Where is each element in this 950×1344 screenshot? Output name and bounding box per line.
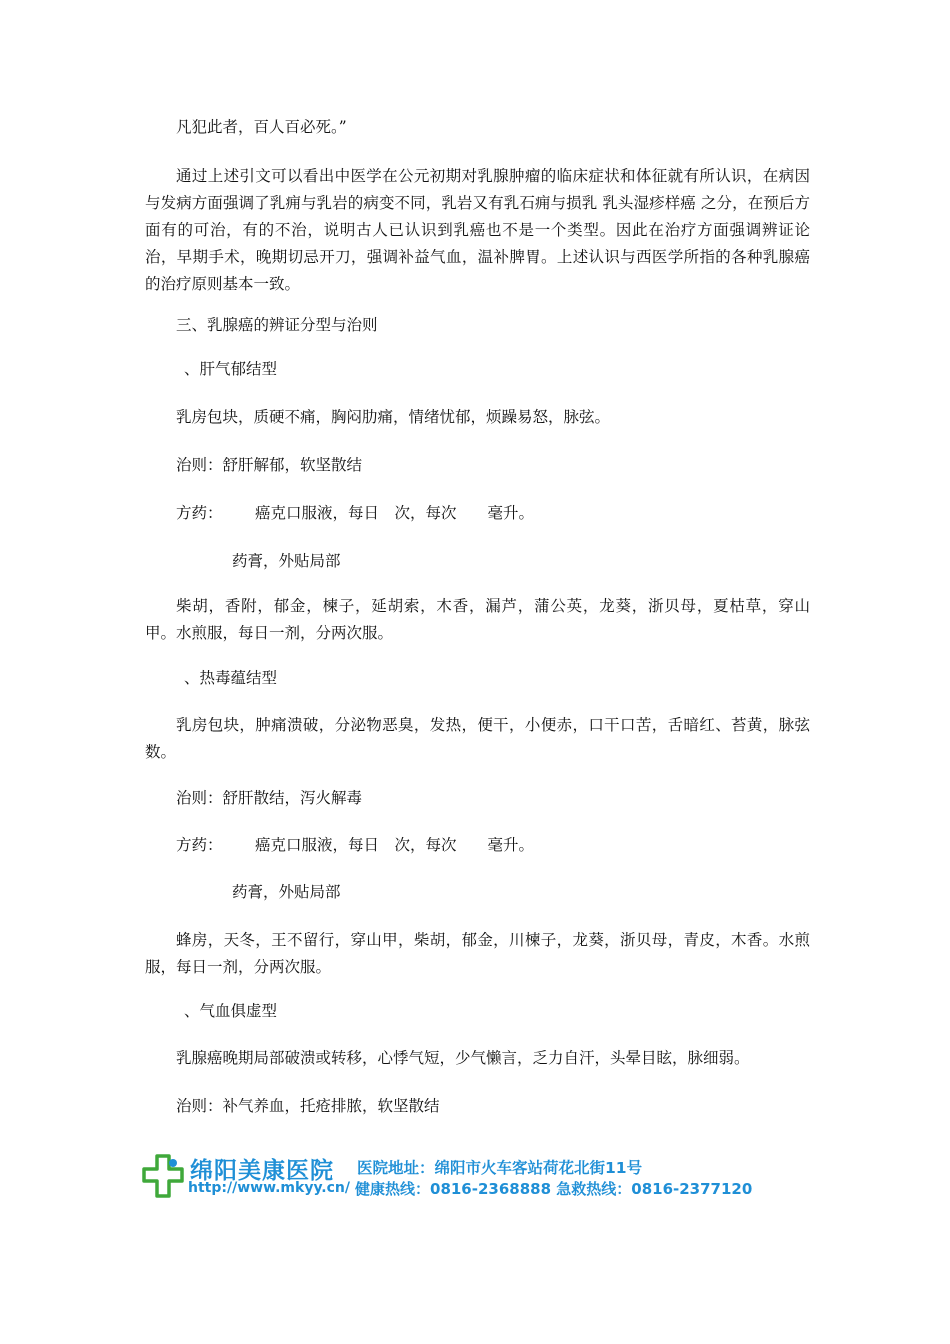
- type-1-rx-label: 方药：: [176, 504, 223, 522]
- hospital-name: 绵阳美康医院: [190, 1158, 334, 1184]
- paragraph-history-summary: 通过上述引文可以看出中医学在公元初期对乳腺肿瘤的临床症状和体征就有所认识，在病因与发病方面强调了乳痈与乳岩的病变不同，乳岩又有乳石痈与损乳 乳头湿疹样癌 之分，在预后方面有的可治，有的不治，说明古人已认识到乳癌也不是一个类型。因此在治疗方面强调辨证论治，早期手术，晚期切忌开刀，强调补益气血，温补脾胃。上述认识与西医学所指的各种乳腺癌的治疗原则基本一致。: [145, 167, 810, 293]
- type-2-rx-plaster: 药膏，外贴局部: [232, 883, 341, 901]
- type-1-herbs: 柴胡，香附，郁金，楝子，延胡索，木香，漏芦，蒲公英，龙葵，浙贝母，夏枯草，穿山甲。水煎服，每日一剂，分两次服。: [145, 597, 810, 642]
- type-2-herbs: 蜂房，天冬，王不留行，穿山甲，柴胡，郁金，川楝子，龙葵，浙贝母，青皮，木香。水煎服，每日一剂，分两次服。: [145, 931, 810, 976]
- paragraph-quote-end: 凡犯此者，百人百必死。”: [176, 118, 347, 136]
- type-2-rx-oral: 癌克口服液，每日 次，每次 毫升。: [255, 836, 535, 854]
- type-1-rx-oral: 癌克口服液，每日 次，每次 毫升。: [255, 504, 535, 522]
- type-2-rx-label: 方药：: [176, 836, 223, 854]
- type-1-principle: 治则：舒肝解郁，软坚散结: [176, 456, 363, 474]
- hospital-hotlines: 健康热线：0816-2368888 急救热线：0816-2377120: [355, 1180, 753, 1198]
- section-heading: 三、乳腺癌的辨证分型与治则: [176, 316, 378, 334]
- type-1-prescription: [145, 500, 810, 527]
- type-1-symptoms: 乳房包块，质硬不痛，胸闷肋痛，情绪忧郁，烦躁易怒，脉弦。: [176, 408, 611, 426]
- type-2-principle: 治则：舒肝散结，泻火解毒: [176, 789, 363, 807]
- hospital-url[interactable]: http://www.mkyy.cn/: [188, 1180, 350, 1196]
- type-2-symptoms: 乳房包块，肿痛溃破，分泌物恶臭，发热，便干，小便赤，口干口苦，舌暗红、苔黄，脉弦数。: [145, 716, 810, 761]
- type-3-title: 、气血俱虚型: [184, 1002, 278, 1020]
- type-1-title: 、肝气郁结型: [184, 360, 278, 378]
- medical-cross-icon: [142, 1154, 184, 1198]
- hospital-address: 医院地址：绵阳市火车客站荷花北街11号: [357, 1159, 643, 1177]
- type-2-prescription: [145, 832, 810, 859]
- hospital-footer-banner: [142, 1150, 762, 1202]
- type-3-symptoms: 乳腺癌晚期局部破溃或转移，心悸气短，少气懒言，乏力自汗，头晕目眩，脉细弱。: [176, 1049, 750, 1067]
- type-1-rx-plaster: 药膏，外贴局部: [232, 552, 341, 570]
- type-3-principle: 治则：补气养血，托疮排脓，软坚散结: [176, 1097, 440, 1115]
- type-2-title: 、热毒蕴结型: [184, 669, 278, 687]
